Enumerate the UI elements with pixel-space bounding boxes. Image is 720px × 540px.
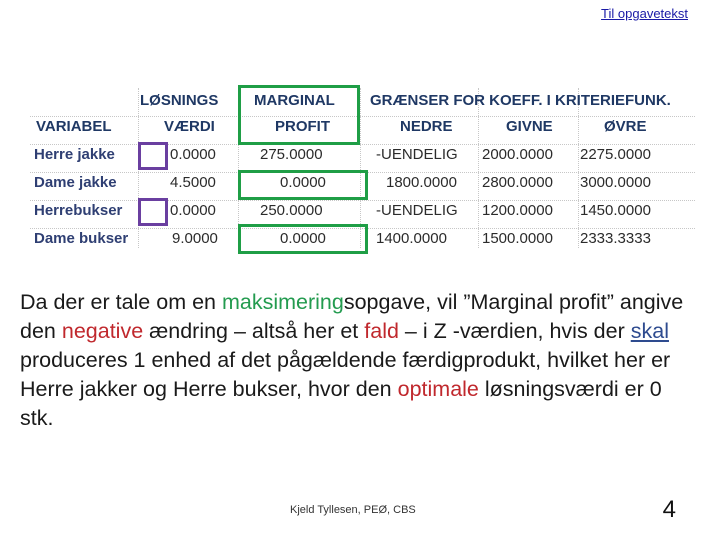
header-graenser: GRÆNSER FOR KOEFF. I KRITERIEFUNK.	[370, 92, 671, 109]
cell-nedre: 1800.0000	[386, 174, 457, 191]
grid-line	[578, 88, 579, 248]
header-nedre: NEDRE	[400, 118, 453, 135]
highlight-green-row4	[238, 224, 368, 254]
cell-variabel: Dame jakke	[34, 174, 117, 191]
top-link[interactable]: Til opgavetekst	[601, 6, 688, 21]
highlight-purple-row3	[138, 198, 168, 226]
header-vaerdi: VÆRDI	[164, 118, 215, 135]
cell-variabel: Herre jakke	[34, 146, 115, 163]
header-profit: PROFIT	[275, 118, 330, 135]
cell-profit: 275.0000	[260, 146, 323, 163]
cell-ovre: 2333.3333	[580, 230, 651, 247]
cell-ovre: 2275.0000	[580, 146, 651, 163]
header-givne: GIVNE	[506, 118, 553, 135]
cell-givne: 1200.0000	[482, 202, 553, 219]
text-run: løsningsværdi er 0 stk.	[20, 377, 662, 430]
cell-nedre: -UENDELIG	[376, 146, 458, 163]
text-run: ændring – altså her et	[143, 319, 365, 343]
text-run: – i Z -værdien, hvis der	[398, 319, 631, 343]
cell-ovre: 1450.0000	[580, 202, 651, 219]
cell-profit: 250.0000	[260, 202, 323, 219]
header-losnings: LØSNINGS	[140, 92, 219, 109]
cell-nedre: 1400.0000	[376, 230, 447, 247]
text-run-maksimering: maksimering	[221, 290, 344, 314]
cell-variabel: Dame bukser	[34, 230, 129, 247]
grid-line	[30, 200, 695, 201]
grid-line	[30, 116, 695, 117]
cell-givne: 2000.0000	[482, 146, 553, 163]
cell-vaerdi: 9.0000	[172, 230, 218, 247]
cell-vaerdi: 0.0000	[170, 202, 216, 219]
footer-author: Kjeld Tyllesen, PEØ, CBS	[290, 504, 416, 516]
cell-profit: 0.0000	[280, 230, 326, 247]
grid-line	[30, 144, 695, 145]
highlight-marginal-header	[238, 85, 360, 145]
text-run-fald: fald	[364, 319, 399, 343]
highlight-green-row2	[238, 170, 368, 200]
header-marginal: MARGINAL	[254, 92, 335, 109]
header-variabel: VARIABEL	[36, 118, 112, 135]
explanation-paragraph	[20, 288, 700, 433]
cell-vaerdi: 0.0000	[170, 146, 216, 163]
cell-variabel: Herrebukser	[34, 202, 123, 219]
result-table	[30, 88, 695, 248]
highlight-purple-row1	[138, 142, 168, 170]
cell-nedre: -UENDELIG	[376, 202, 458, 219]
page-number: 4	[662, 496, 676, 523]
text-run: sopgave, vil ”Marginal profit” angive den	[20, 290, 684, 343]
text-run-optimale: optimale	[397, 377, 479, 401]
text-run-negative: negative	[61, 319, 144, 343]
text-run-skal: skal	[630, 319, 669, 343]
cell-givne: 1500.0000	[482, 230, 553, 247]
cell-vaerdi: 4.5000	[170, 174, 216, 191]
cell-ovre: 3000.0000	[580, 174, 651, 191]
header-ovre: ØVRE	[604, 118, 647, 135]
cell-givne: 2800.0000	[482, 174, 553, 191]
text-run: Da der er tale om en	[20, 290, 222, 314]
text-run: produceres 1 enhed af det pågældende færdigprodukt, hvilket her er Herre jakker og Herre bukser, hvor den	[20, 348, 671, 401]
cell-profit: 0.0000	[280, 174, 326, 191]
grid-line	[478, 88, 479, 248]
